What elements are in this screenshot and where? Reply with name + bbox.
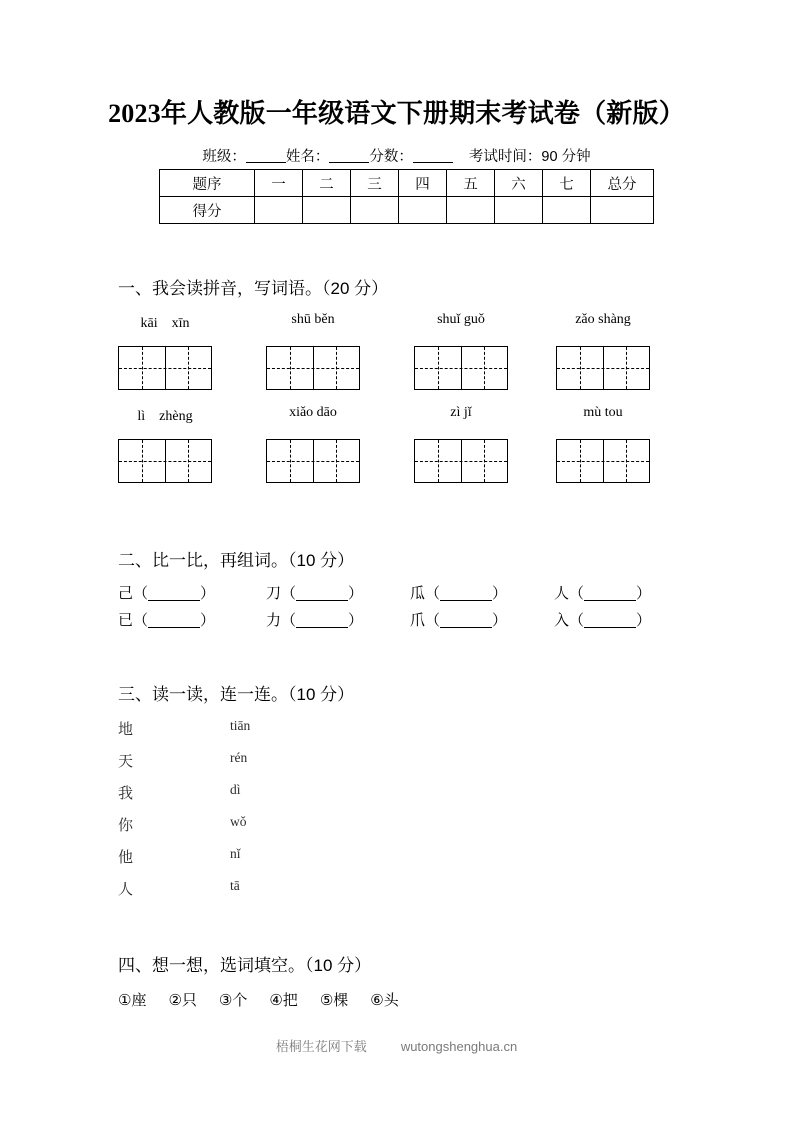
score-cell-total[interactable] xyxy=(591,197,654,224)
word-bank-item-1[interactable]: ①座 xyxy=(118,992,147,1009)
score-table-row-label-1: 题序 xyxy=(160,170,255,197)
compare-item-1-4[interactable]: 人（ ） xyxy=(554,586,652,602)
word-bank-item-4[interactable]: ④把 xyxy=(269,992,298,1009)
tianzige-1-4[interactable] xyxy=(556,346,650,390)
score-cell-1[interactable] xyxy=(255,197,303,224)
section-heading-2: 二、比一比，再组词。（10 分） xyxy=(118,551,355,570)
compare-char-2-3: 爪 xyxy=(410,613,426,629)
compare-blank-2-3[interactable] xyxy=(440,627,492,628)
student-info-line xyxy=(0,145,793,166)
match-char-6[interactable]: 人 xyxy=(118,882,134,898)
tianzige-2-3[interactable] xyxy=(414,439,508,483)
tianzige-row-2 xyxy=(118,439,678,485)
pinyin-label-1-1: kāi xīn xyxy=(140,316,190,331)
match-pinyin-4[interactable]: wǒ xyxy=(230,814,247,829)
score-cell-4[interactable] xyxy=(399,197,447,224)
pinyin-label-2-3: zì jǐ xyxy=(450,405,472,420)
match-row-4 xyxy=(118,814,518,846)
score-cell-5[interactable] xyxy=(447,197,495,224)
pinyin-label-2-2: xiǎo dāo xyxy=(289,405,337,420)
pinyin-label-1-4: zǎo shàng xyxy=(575,312,631,327)
class-field-label: 班级： xyxy=(202,149,246,165)
score-cell-2[interactable] xyxy=(303,197,351,224)
pinyin-label-1-3: shuǐ guǒ xyxy=(437,312,485,327)
section-heading-4: 四、想一想，选词填空。（10 分） xyxy=(118,956,372,975)
match-pinyin-3[interactable]: dì xyxy=(230,782,241,797)
score-table xyxy=(159,169,654,224)
match-char-2[interactable]: 天 xyxy=(118,754,134,770)
score-table-col-5: 五 xyxy=(447,170,495,197)
score-table-col-7: 七 xyxy=(543,170,591,197)
compare-blank-2-4[interactable] xyxy=(584,627,636,628)
score-cell-6[interactable] xyxy=(495,197,543,224)
compare-char-1-2: 刀 xyxy=(266,586,282,602)
match-char-4[interactable]: 你 xyxy=(118,818,134,834)
compare-char-1-1: 己 xyxy=(118,586,134,602)
tianzige-2-4[interactable] xyxy=(556,439,650,483)
name-field-blank[interactable] xyxy=(329,162,369,163)
pinyin-row-1 xyxy=(118,312,678,332)
word-bank-item-2[interactable]: ②只 xyxy=(168,992,197,1009)
word-bank xyxy=(118,989,421,1010)
compare-char-2-2: 力 xyxy=(266,613,282,629)
compare-item-1-1[interactable]: 己（ ） xyxy=(118,586,216,602)
word-bank-item-3[interactable]: ③个 xyxy=(218,992,248,1009)
score-field-blank[interactable] xyxy=(413,162,453,163)
compare-char-1-4: 人 xyxy=(554,586,570,602)
score-cell-7[interactable] xyxy=(543,197,591,224)
compare-item-2-1[interactable]: 已（ ） xyxy=(118,613,216,629)
tianzige-2-2[interactable] xyxy=(266,439,360,483)
compare-char-2-1: 已 xyxy=(118,613,134,629)
score-cell-3[interactable] xyxy=(351,197,399,224)
page-title: 2023年人教版一年级语文下册期末考试卷（新版） xyxy=(108,99,685,128)
match-row-1 xyxy=(118,718,518,750)
pinyin-row-2 xyxy=(118,405,678,425)
match-row-2 xyxy=(118,750,518,782)
compare-blank-2-1[interactable] xyxy=(148,627,200,628)
match-char-5[interactable]: 他 xyxy=(118,850,134,866)
compare-blank-1-4[interactable] xyxy=(584,600,636,601)
compare-item-2-3[interactable]: 爪（ ） xyxy=(410,613,508,629)
score-table-row-label-2: 得分 xyxy=(160,197,255,224)
score-table-col-2: 二 xyxy=(303,170,351,197)
word-bank-item-6[interactable]: ⑥头 xyxy=(370,992,399,1009)
match-pinyin-1[interactable]: tiān xyxy=(230,718,251,733)
match-row-3 xyxy=(118,782,518,814)
compare-item-1-2[interactable]: 刀（ ） xyxy=(266,586,364,602)
compare-blank-2-2[interactable] xyxy=(296,627,348,628)
pinyin-label-1-2: shū běn xyxy=(291,312,335,327)
match-row-6 xyxy=(118,878,518,910)
match-char-3[interactable]: 我 xyxy=(118,786,134,802)
word-bank-item-5[interactable]: ⑤棵 xyxy=(319,992,349,1009)
tianzige-1-3[interactable] xyxy=(414,346,508,390)
tianzige-1-2[interactable] xyxy=(266,346,360,390)
score-field-label: 分数： xyxy=(369,149,413,165)
tianzige-2-1[interactable] xyxy=(118,439,212,483)
class-field-blank[interactable] xyxy=(246,162,286,163)
score-table-col-6: 六 xyxy=(495,170,543,197)
compare-row-1 xyxy=(118,582,678,606)
match-pinyin-2[interactable]: rén xyxy=(230,750,248,765)
exam-time-label: 考试时间：90 分钟 xyxy=(468,149,591,165)
compare-item-1-3[interactable]: 瓜（ ） xyxy=(410,586,508,602)
section-heading-3: 三、读一读，连一连。（10 分） xyxy=(118,685,355,704)
pinyin-label-2-1: lì zhèng xyxy=(137,409,193,424)
compare-blank-1-2[interactable] xyxy=(296,600,348,601)
compare-char-2-4: 入 xyxy=(554,613,570,629)
compare-item-2-4[interactable]: 入（ ） xyxy=(554,613,652,629)
table-row-scores xyxy=(160,197,654,224)
match-pinyin-6[interactable]: tā xyxy=(230,878,240,893)
score-table-col-total: 总分 xyxy=(591,170,654,197)
section-heading-1: 一、我会读拼音，写词语。（20 分） xyxy=(118,279,389,298)
match-pinyin-5[interactable]: nǐ xyxy=(230,846,241,861)
compare-char-1-3: 瓜 xyxy=(410,586,426,602)
tianzige-row-1 xyxy=(118,346,678,392)
compare-item-2-2[interactable]: 力（ ） xyxy=(266,613,364,629)
match-row-5 xyxy=(118,846,518,878)
pinyin-label-2-4: mù tou xyxy=(583,405,623,420)
compare-blank-1-1[interactable] xyxy=(148,600,200,601)
footer-watermark xyxy=(0,1036,793,1055)
score-table-col-1: 一 xyxy=(255,170,303,197)
tianzige-1-1[interactable] xyxy=(118,346,212,390)
score-table-col-4: 四 xyxy=(399,170,447,197)
footer-source: 梧桐生花网下载 xyxy=(275,1039,367,1054)
compare-blank-1-3[interactable] xyxy=(440,600,492,601)
name-field-label: 姓名： xyxy=(285,149,330,165)
table-row-header xyxy=(160,170,654,197)
score-table-col-3: 三 xyxy=(351,170,399,197)
match-char-1[interactable]: 地 xyxy=(118,722,134,738)
compare-row-2 xyxy=(118,609,678,633)
footer-site: wutongshenghua.cn xyxy=(400,1039,518,1054)
